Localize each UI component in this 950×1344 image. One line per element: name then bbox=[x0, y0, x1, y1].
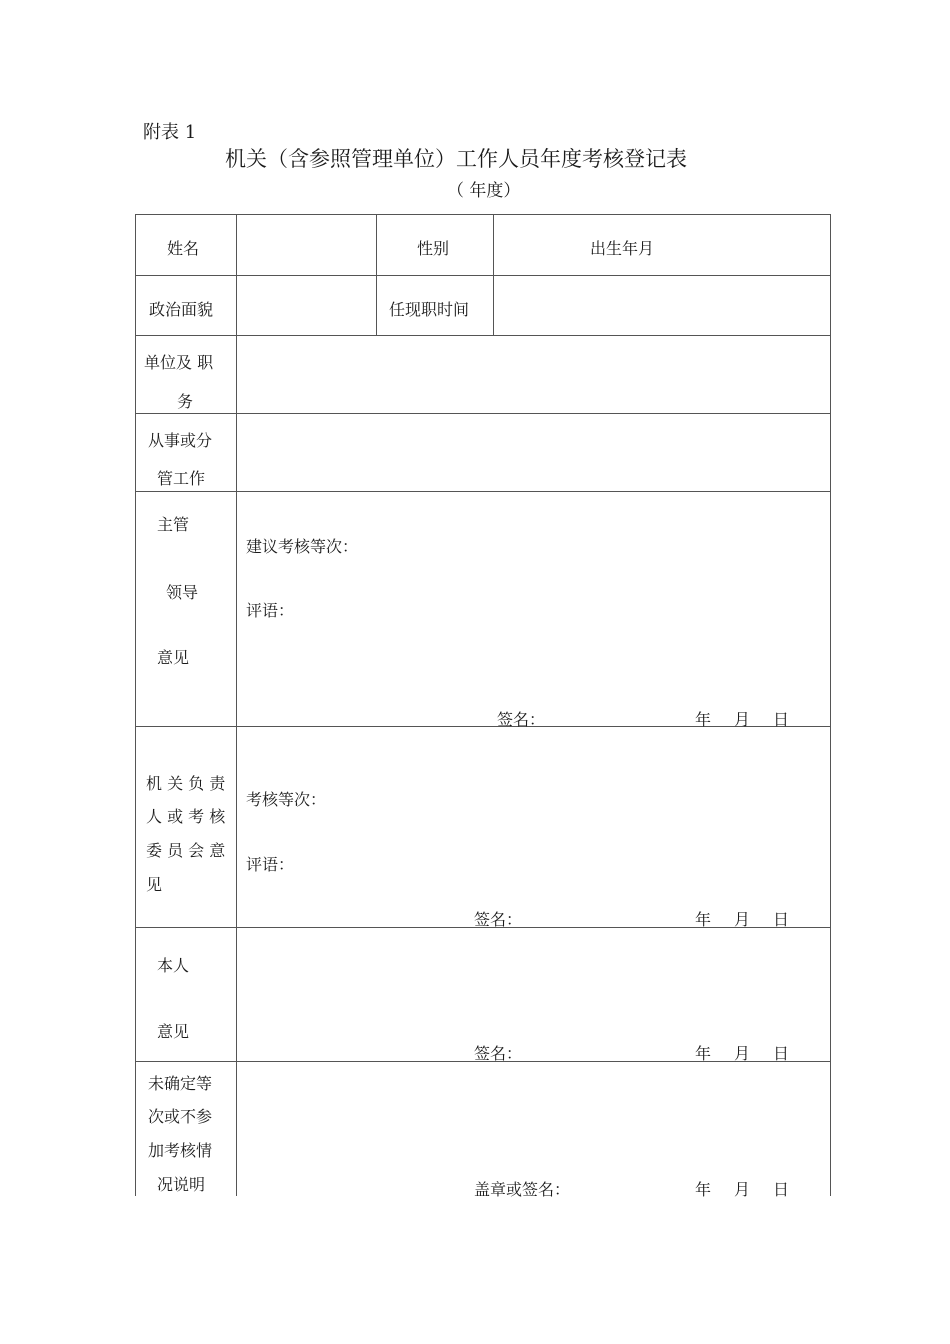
unrated-label-line3: 加考核情 bbox=[148, 1141, 213, 1160]
unit-position-label-line1: 单位及 职 bbox=[144, 353, 214, 372]
political-status-field[interactable] bbox=[238, 277, 375, 334]
row-divider bbox=[135, 491, 831, 492]
unit-position-field[interactable] bbox=[238, 337, 829, 412]
gender-label: 性别 bbox=[417, 239, 450, 258]
supervisor-label-line2: 领导 bbox=[166, 583, 199, 602]
committee-comment-label: 评语： bbox=[246, 855, 295, 874]
political-status-label: 政治面貌 bbox=[149, 300, 214, 319]
form-title: 机关（含参照管理单位）工作人员年度考核登记表 bbox=[225, 147, 687, 171]
tenure-field[interactable] bbox=[495, 277, 829, 334]
name-label: 姓名 bbox=[167, 239, 200, 258]
unrated-day: 日 bbox=[773, 1180, 790, 1199]
supervisor-comment-label: 评语： bbox=[246, 601, 295, 620]
unit-position-label-line2: 务 bbox=[177, 392, 194, 411]
committee-sign-label: 签名： bbox=[474, 910, 523, 929]
row-divider bbox=[135, 335, 831, 336]
self-month: 月 bbox=[734, 1044, 751, 1063]
supervisor-month: 月 bbox=[734, 710, 751, 729]
committee-label-line4: 见 bbox=[146, 875, 163, 894]
committee-label-line2: 人 或 考 核 bbox=[146, 807, 226, 826]
committee-month: 月 bbox=[734, 910, 751, 929]
column-divider bbox=[493, 214, 494, 335]
year-line: （ 年度） bbox=[447, 181, 521, 201]
work-field[interactable] bbox=[238, 415, 829, 490]
row-divider bbox=[135, 726, 831, 727]
committee-year: 年 bbox=[695, 910, 712, 929]
committee-label-line3: 委 员 会 意 bbox=[146, 841, 226, 860]
tenure-label: 任现职时间 bbox=[389, 300, 470, 319]
table-border-left bbox=[135, 214, 136, 1196]
committee-day: 日 bbox=[773, 910, 790, 929]
unrated-year: 年 bbox=[695, 1180, 712, 1199]
row-divider bbox=[135, 413, 831, 414]
supervisor-year: 年 bbox=[695, 710, 712, 729]
supervisor-label-line1: 主管 bbox=[157, 515, 190, 534]
table-border-right bbox=[830, 214, 831, 1196]
unrated-label-line4: 况说明 bbox=[157, 1175, 206, 1194]
self-day: 日 bbox=[773, 1044, 790, 1063]
name-field[interactable] bbox=[238, 216, 375, 274]
self-label-line2: 意见 bbox=[157, 1022, 190, 1041]
unrated-label-line2: 次或不参 bbox=[148, 1107, 213, 1126]
work-label-line2: 管工作 bbox=[157, 469, 206, 488]
committee-grade-label: 考核等次： bbox=[246, 790, 327, 809]
column-divider bbox=[376, 214, 377, 335]
supervisor-label-line3: 意见 bbox=[157, 648, 190, 667]
self-label-line1: 本人 bbox=[157, 956, 190, 975]
supervisor-day: 日 bbox=[773, 710, 790, 729]
table-border-top bbox=[135, 214, 831, 215]
label-column-divider bbox=[236, 214, 237, 1196]
committee-label-line1: 机 关 负 责 bbox=[146, 774, 226, 793]
work-label-line1: 从事或分 bbox=[148, 431, 213, 450]
unrated-sign-label: 盖章或签名： bbox=[474, 1180, 571, 1199]
self-sign-label: 签名： bbox=[474, 1044, 523, 1063]
birth-date-label: 出生年月 bbox=[590, 239, 655, 258]
supervisor-sign-label: 签名： bbox=[497, 710, 546, 729]
attachment-label: 附表 1 bbox=[143, 122, 197, 143]
supervisor-grade-label: 建议考核等次： bbox=[246, 537, 359, 556]
row-divider bbox=[135, 275, 831, 276]
unrated-label-line1: 未确定等 bbox=[148, 1074, 213, 1093]
self-year: 年 bbox=[695, 1044, 712, 1063]
unrated-month: 月 bbox=[734, 1180, 751, 1199]
